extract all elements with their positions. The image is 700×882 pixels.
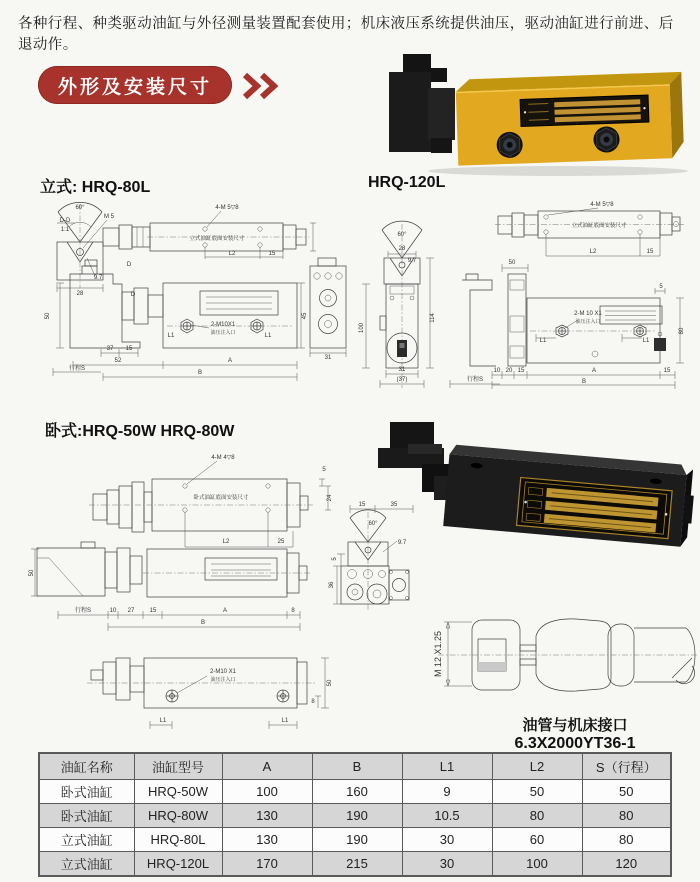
double-chevron-icon [240,71,282,101]
cell: 9 [402,780,492,804]
dim-label: 8 [311,699,315,705]
dim-label: 10 [493,368,501,374]
dim-label: L1 [539,338,547,344]
col-header-model: 油缸型号 [134,753,222,780]
drawing-hrq-120l [350,196,700,396]
cell: 50 [492,780,582,804]
dim-label: 28 [76,291,84,297]
cell: 卧式油缸 [39,804,134,828]
cell: 160 [312,780,402,804]
dim-label: 15 [125,346,133,352]
dim-label: 20 [505,368,513,374]
dim-label: 行程S [466,377,484,383]
dim-label: 油压注入口 [575,319,601,325]
cell: 立式油缸 [39,828,134,852]
hose-caption [460,714,690,753]
dim-label: A [591,368,597,374]
cell: HRQ-80L [134,828,222,852]
dim-label: L2 [228,251,236,257]
dim-label: 1:1 [60,227,70,233]
cell: 50 [582,780,671,804]
col-header-name: 油缸名称 [39,753,134,780]
dim-label: 50 [508,260,516,266]
dim-label: 2-M10 X1 [209,669,237,675]
product-photo-horizontal-cylinder [356,416,700,571]
dim-label: 油压注入口 [210,677,236,683]
dim-label: 31 [324,355,332,361]
dim-label: L1 [167,333,175,339]
dim-label: 15 [358,502,366,508]
cell: 10.5 [402,804,492,828]
cell: 100 [222,780,312,804]
dim-label: 35 [390,502,398,508]
cell: 130 [222,828,312,852]
col-header-s: S（行程） [582,753,671,780]
dim-label: 行程S [74,608,92,614]
dim-label: 10 [109,608,117,614]
drawing-hrq-80l [25,196,350,396]
cell: 130 [222,804,312,828]
dim-label: 9.7 [93,275,103,281]
title-vertical-hrq80l: 立式: HRQ-80L [40,179,151,196]
dim-label: 15 [268,251,276,257]
dim-label: 15 [149,608,157,614]
product-photo-vertical-cylinder [373,50,688,180]
title-vertical-hrq120l: HRQ-120L [368,174,446,191]
table-row [39,828,671,852]
dim-label: 4-M 5▽8 [590,202,614,208]
dim-label: 9.7 [407,258,417,264]
dim-label: 37 [106,346,114,352]
dim-label: 100 [359,322,365,334]
dim-label: L1 [642,338,650,344]
dim-label: L1 [281,718,289,724]
title-horizontal-hrqw: 卧式:HRQ-50W HRQ-80W [45,423,235,440]
dim-label: 50 [29,569,35,577]
cell: 立式油缸 [39,852,134,877]
dim-label: 2-M 10 X1 [574,311,602,317]
dim-label: B [197,370,203,376]
cell: 卧式油缸 [39,780,134,804]
dim-label: 4-M 5▽8 [215,205,239,211]
col-header-a: A [222,753,312,780]
cell: 120 [582,852,671,877]
table-row [39,804,671,828]
section-badge [38,66,232,104]
col-header-b: B [312,753,402,780]
dim-label: 油压注入口 [210,330,236,336]
col-header-l2: L2 [492,753,582,780]
dim-label: 立式油缸底面安装尺寸 [189,236,245,242]
dim-label: L1 [264,333,272,339]
spec-header-row [39,753,671,780]
dim-label: 25 [277,539,285,545]
dim-label: 15 [646,249,654,255]
dim-label: L2 [222,539,230,545]
dim-label: B [200,620,206,626]
hose-caption-line2: 6.3X2000YT36-1 [514,735,636,752]
dim-label: 60° [75,205,85,211]
dim-label: 卧式油缸底面安装尺寸 [193,495,249,501]
cell: 80 [492,804,582,828]
dim-label: 60° [397,232,407,238]
cell: 60 [492,828,582,852]
dim-label: D [130,292,136,298]
dim-label: 80 [679,327,685,335]
cell: 170 [222,852,312,877]
hose-caption-line1: 油管与机床接口 [522,717,628,734]
dim-label: 4-M 4▽8 [211,455,235,461]
dim-label: 行程S [68,366,86,372]
dim-label: M 12 X1.25 [433,630,443,678]
dim-label: (37) [396,377,408,383]
dim-label: L2 [589,249,597,255]
dim-label: 45 [302,312,308,320]
dim-label: 28 [398,246,406,252]
dim-label: 5 [659,284,663,290]
cell: HRQ-80W [134,804,222,828]
dim-label: B [581,379,587,385]
cell: 30 [402,828,492,852]
dim-label: A [227,358,233,364]
dim-label: D-D [59,218,71,224]
cell: 190 [312,804,402,828]
cell: 190 [312,828,402,852]
table-row [39,780,671,804]
spec-table [38,752,672,877]
dim-label: 2-M10X1 [210,322,236,328]
dim-label: 立式油缸底面安装尺寸 [571,223,627,229]
cell: HRQ-120L [134,852,222,877]
dim-label: D [126,262,132,268]
dim-label: 9.7 [397,540,407,546]
cell: 30 [402,852,492,877]
cell: 215 [312,852,402,877]
dim-label: 52 [114,358,122,364]
dim-label: 36 [329,581,335,589]
cell: 100 [492,852,582,877]
dim-label: 24 [327,494,333,502]
dim-label: A [222,608,228,614]
cell: 80 [582,804,671,828]
col-header-l1: L1 [402,753,492,780]
dim-label: 50 [45,312,51,320]
table-row [39,852,671,877]
dim-label: 5 [322,467,326,473]
dim-label: 114 [430,313,436,323]
drawing-hose-fitting [430,592,700,722]
dim-label: 15 [663,368,671,374]
dim-label: 60° [368,521,378,527]
cell: HRQ-50W [134,780,222,804]
dim-label: 8 [291,608,295,614]
dim-label: 31 [398,367,406,373]
dim-label: 5 [332,557,338,561]
section-badge-label: 外形及安装尺寸 [57,76,212,98]
cell: 80 [582,828,671,852]
intro-text: 各种行程、种类驱动油缸与外径测量装置配套使用；机床液压系统提供油压，驱动油缸进行前进、后退动作。 [18,16,674,53]
dim-label: L1 [159,718,167,724]
dim-label: M 5 [103,214,115,220]
dim-label: 15 [517,368,525,374]
dim-label: 27 [127,608,135,614]
dim-label: 50 [327,679,333,687]
